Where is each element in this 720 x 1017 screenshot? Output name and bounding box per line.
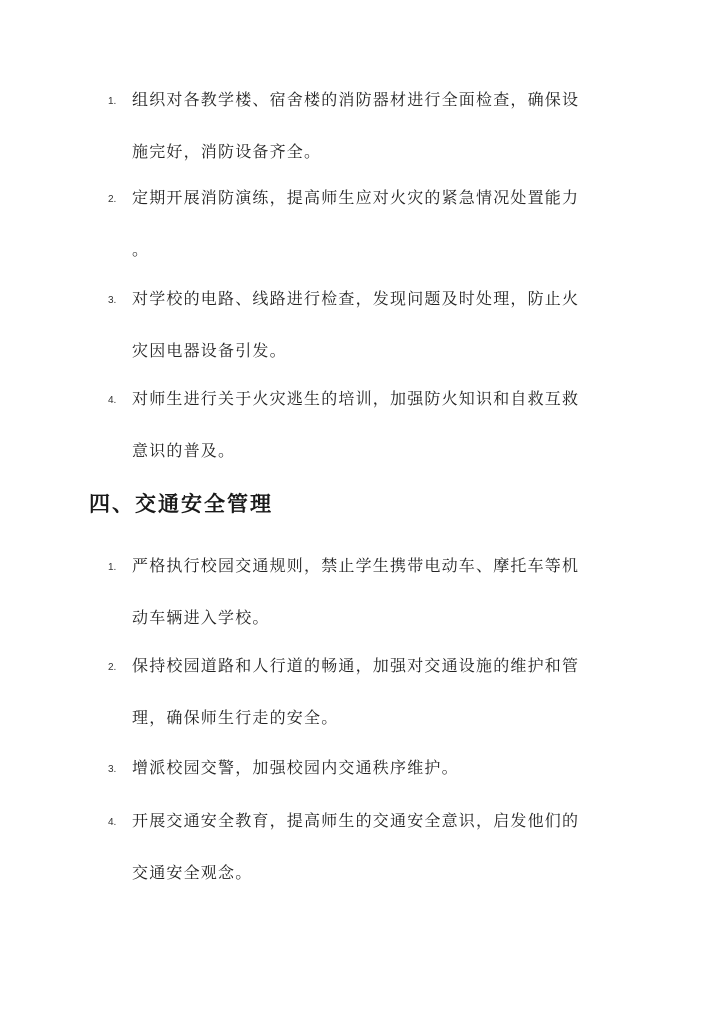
list-item-text-continued: 施完好，消防设备齐全。 bbox=[132, 142, 322, 161]
list-item-text: 开展交通安全教育，提高师生的交通安全意识，启发他们的 bbox=[132, 811, 580, 830]
list-item-text: 对师生进行关于火灾逃生的培训，加强防火知识和自救互救 bbox=[132, 389, 580, 408]
list-item-text-continued: 灾因电器设备引发。 bbox=[132, 341, 287, 360]
list-number: 4. bbox=[108, 817, 117, 828]
list-item-text: 严格执行校园交通规则，禁止学生携带电动车、摩托车等机 bbox=[132, 556, 580, 575]
list-number: 3. bbox=[108, 295, 117, 306]
list-item-text-continued: 。 bbox=[132, 240, 150, 259]
list-number: 2. bbox=[108, 194, 117, 205]
list-item-text-continued: 动车辆进入学校。 bbox=[132, 608, 270, 627]
list-item-text-continued: 意识的普及。 bbox=[132, 441, 236, 460]
list-item-text: 对学校的电路、线路进行检查，发现问题及时处理，防止火 bbox=[132, 289, 580, 308]
list-item-text: 组织对各教学楼、宿舍楼的消防器材进行全面检查，确保设 bbox=[132, 90, 580, 109]
list-number: 3. bbox=[108, 764, 117, 775]
list-item-text: 保持校园道路和人行道的畅通，加强对交通设施的维护和管 bbox=[132, 656, 580, 675]
list-item-text: 定期开展消防演练，提高师生应对火灾的紧急情况处置能力 bbox=[132, 188, 580, 207]
list-item-text: 增派校园交警，加强校园内交通秩序维护。 bbox=[132, 758, 459, 777]
list-number: 1. bbox=[108, 562, 117, 573]
section-heading: 四、交通安全管理 bbox=[89, 492, 273, 516]
list-item-text-continued: 理，确保师生行走的安全。 bbox=[132, 708, 339, 727]
list-item-text-continued: 交通安全观念。 bbox=[132, 863, 253, 882]
list-number: 4. bbox=[108, 395, 117, 406]
list-number: 2. bbox=[108, 662, 117, 673]
list-number: 1. bbox=[108, 96, 117, 107]
